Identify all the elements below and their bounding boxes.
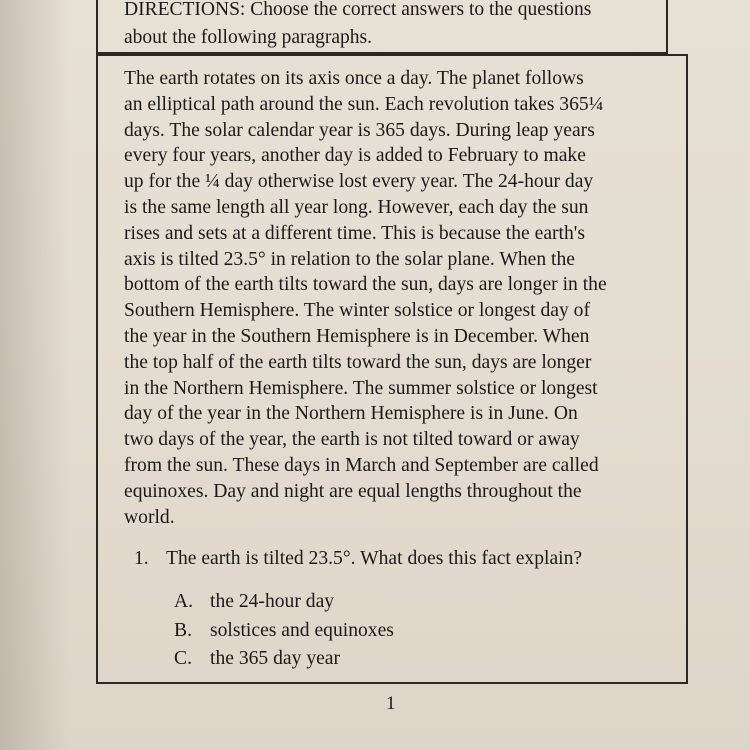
directions-box	[96, 0, 668, 54]
option-c[interactable]	[174, 645, 574, 674]
question-number: 1.	[134, 548, 149, 569]
option-text: solstices and equinoxes	[210, 619, 394, 641]
option-letter: C.	[174, 648, 192, 669]
option-letter: A.	[174, 591, 194, 612]
passage-box	[96, 54, 688, 684]
question-1	[134, 546, 674, 572]
answer-options	[174, 588, 574, 674]
option-a[interactable]	[174, 588, 574, 617]
passage-text: The earth rotates on its axis once a day. The planet follows an elliptical path around the sun. Each revolution takes 365¼ days. The solar calendar year is 365 days. During leap years every four years, another day is added to February to make up for the ¼ day otherwise lost every year. The 24-hour day is the same length all year long. However, each day the sun rises and sets at a different time. This is because the earth's axis is tilted 23.5° in relation to the solar plane. When the bottom of the earth tilts toward the sun, days are longer in the Southern Hemisphere. The winter solstice or longest day of the year in the Southern Hemisphere is in December. When the top half of the earth tilts toward the sun, days are longer in the Northern Hemisphere. The summer solstice or longest day of the year in the Northern Hemisphere is in June. On two days of the year, the earth is not tilted toward or away from the sun. These days in March and September are called equinoxes. Day and night are equal lengths throughout the world.	[124, 68, 607, 528]
page-shadow	[0, 0, 70, 750]
directions-text: DIRECTIONS: Choose the correct answers to the questions about the following paragraphs.	[124, 0, 592, 48]
question-text: The earth is tilted 23.5°. What does this fact explain?	[166, 548, 583, 569]
page-number: 1	[386, 693, 396, 714]
option-text: the 365 day year	[210, 648, 341, 669]
option-text: the 24-hour day	[210, 591, 335, 612]
option-b[interactable]	[174, 617, 574, 646]
option-letter: B.	[174, 619, 192, 641]
